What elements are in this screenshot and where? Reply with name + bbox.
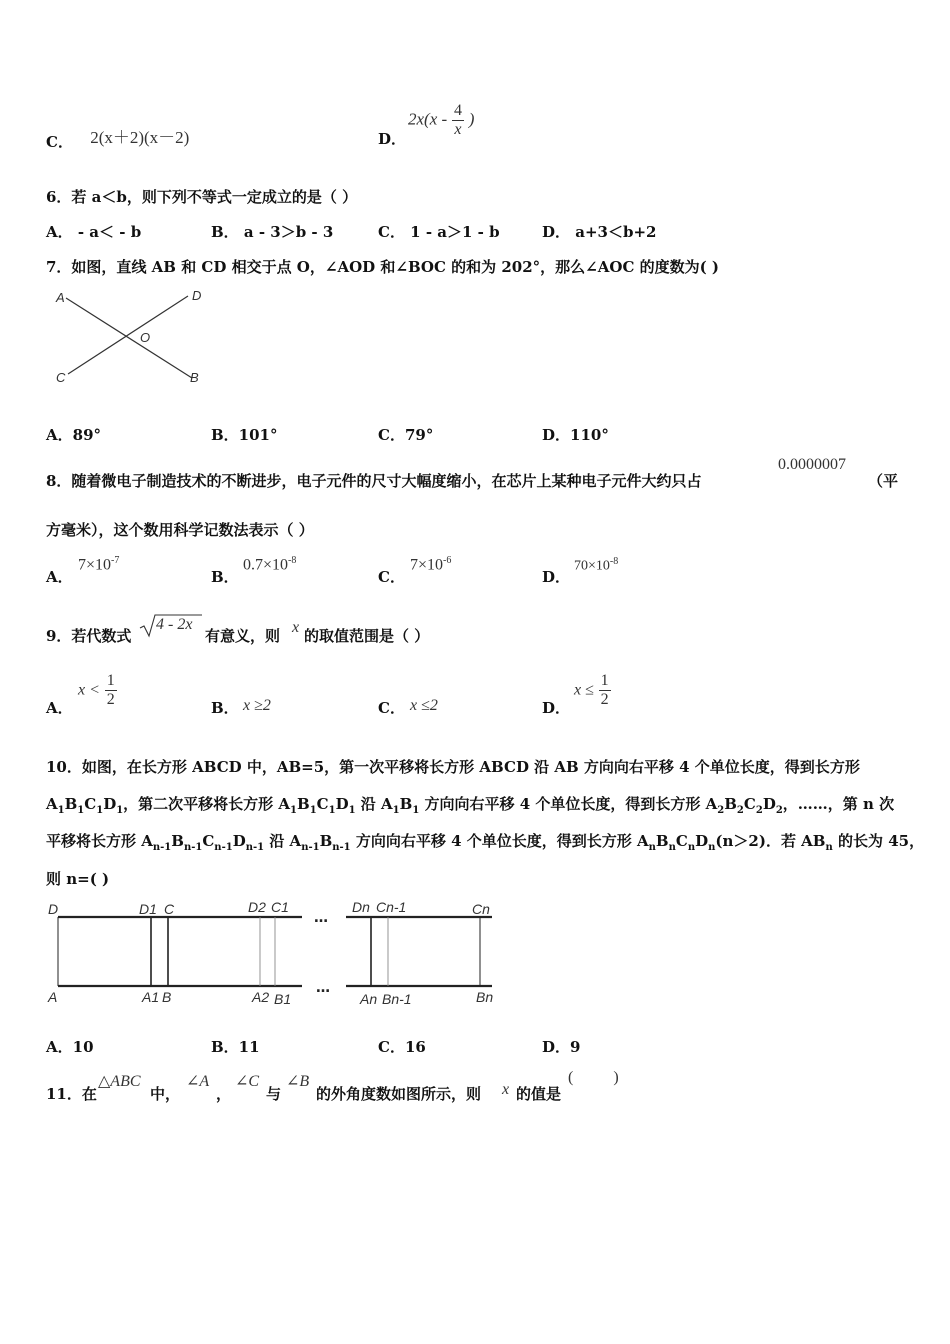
label-a2: A2 bbox=[252, 989, 270, 1005]
q7-intersecting-lines-figure bbox=[50, 286, 220, 391]
q5-option-d-expr bbox=[408, 102, 474, 139]
label-dn: Dn bbox=[352, 899, 370, 915]
q8-stem-part2: （平 bbox=[868, 472, 899, 490]
label-o: O bbox=[140, 330, 151, 345]
q7-option-c: C．79° bbox=[378, 426, 434, 444]
label-c: C bbox=[164, 901, 175, 917]
q9-option-c-expr: x ≤2 bbox=[410, 697, 438, 714]
q11-x: x bbox=[502, 1081, 510, 1098]
q5-option-d-label: D． bbox=[378, 130, 407, 148]
ellipsis-bottom: … bbox=[316, 980, 330, 996]
q9-radicand: 4 - 2x bbox=[156, 616, 193, 633]
q8-option-c-expr: $7\times 10^{-6}$ bbox=[410, 555, 452, 574]
q10-line3: 平移将长方形 $A_{n-1}B_{n-1}C_{n-1}D_{n-1}$ 沿 $A_{n-1}B_{n-1}$ 方向向右平移 4 个单位长度，得到长方形 $A_nB_nC_nD_n(n>2)$．若 $AB_n$ 的长为 45， bbox=[46, 832, 925, 853]
q10-option-c: C．16 bbox=[378, 1038, 426, 1056]
label-c1: C1 bbox=[271, 899, 289, 915]
q6-option-d: D． a+3＜b+2 bbox=[542, 223, 657, 241]
q8-stem-part1: 8．随着微电子制造技术的不断进步，电子元件的尺寸大幅度缩小，在芯片上某种电子元件大约只占 bbox=[46, 472, 702, 490]
q8-option-c-label: C． bbox=[378, 568, 405, 586]
label-d1: D1 bbox=[139, 901, 157, 917]
q8-option-d-expr: $70\times 10^{-8}$ bbox=[574, 556, 619, 574]
q5-option-c bbox=[46, 127, 189, 152]
label-c: C bbox=[56, 370, 66, 385]
q9-option-b-label: B． bbox=[211, 699, 239, 717]
q10-line2: $A_1B_1C_1D_1$，第二次平移将长方形 $A_1B_1C_1D_1$ 沿 $A_1B_1$ 方向向右平移 4 个单位长度，得到长方形 $A_2B_2C_2D_2$，……，第 n 次 bbox=[46, 795, 895, 816]
ellipsis-top: … bbox=[314, 910, 328, 926]
q6-option-c: C． 1 - a＞1 - b bbox=[378, 223, 500, 241]
q11-answer-paren: ( ) bbox=[568, 1069, 619, 1086]
q10-option-d: D．9 bbox=[542, 1038, 581, 1056]
q10-rectangles-figure bbox=[44, 898, 504, 1010]
q5-option-d-post: ) bbox=[468, 109, 475, 129]
q8-option-b-expr: $0.7\times 10^{-8}$ bbox=[243, 555, 297, 574]
label-a: A bbox=[56, 290, 65, 305]
line-cd bbox=[68, 296, 188, 374]
label-bn-1: Bn-1 bbox=[382, 991, 412, 1007]
q10-line1: 10．如图，在长方形 ABCD 中，AB=5，第一次平移将长方形 ABCD 沿 AB 方向向右平移 4 个单位长度，得到长方形 bbox=[46, 758, 860, 776]
label-d: D bbox=[48, 901, 59, 917]
label-d: D bbox=[192, 288, 202, 303]
q8-option-a-label: A． bbox=[46, 568, 73, 586]
line-ab bbox=[66, 298, 192, 378]
q9-option-b-expr: x ≥2 bbox=[243, 697, 271, 714]
q8-option-a-expr: $7\times 10^{-7}$ bbox=[78, 555, 120, 574]
q9-option-d-expr: x ≤ $\frac{1}{2}$ bbox=[574, 672, 609, 708]
q7-option-a: A．89° bbox=[46, 426, 102, 444]
q8-stem-part3: 方毫米），这个数用科学记数法表示（ ） bbox=[46, 521, 314, 539]
label-d2: D2 bbox=[248, 899, 266, 915]
label-b1: B1 bbox=[274, 991, 292, 1007]
label-a1: A1 bbox=[142, 989, 160, 1005]
q11-zhong: 中， bbox=[150, 1085, 181, 1103]
q11-angle-b: ∠B bbox=[286, 1073, 310, 1090]
q9-var: x bbox=[292, 619, 300, 636]
q11-stem-pre: 11．在 bbox=[46, 1085, 97, 1103]
q8-option-d-label: D． bbox=[542, 568, 571, 586]
q11-comma: ， bbox=[216, 1085, 232, 1103]
q9-option-a-label: A． bbox=[46, 699, 73, 717]
q11-yu: 与 bbox=[266, 1085, 282, 1103]
q11-stem-post: 的外角度数如图所示，则 bbox=[316, 1085, 482, 1103]
q10-line4: 则 n=( ) bbox=[46, 870, 110, 888]
label-cn-1: Cn-1 bbox=[376, 899, 407, 915]
q9-option-d-label: D． bbox=[542, 699, 571, 717]
q11-angle-a: ∠A bbox=[186, 1073, 210, 1090]
q5-option-c-expr: 2(x＋2)(x－2) bbox=[90, 128, 190, 147]
q9-stem-mid: 有意义，则 bbox=[205, 627, 281, 645]
q5-option-d-pre: 2x(x - bbox=[408, 109, 448, 129]
label-bn: Bn bbox=[476, 989, 494, 1005]
q9-stem-pre: 9．若代数式 bbox=[46, 627, 132, 645]
q6-option-b: B． a - 3＞b - 3 bbox=[211, 223, 334, 241]
q6-stem: 6．若 a＜b，则下列不等式一定成立的是（ ） bbox=[46, 188, 358, 206]
q7-option-b: B．101° bbox=[211, 426, 278, 444]
q8-value: 0.0000007 bbox=[778, 456, 846, 473]
q9-option-a-expr: x < $\frac{1}{2}$ bbox=[78, 672, 115, 708]
q8-option-b-label: B． bbox=[211, 568, 239, 586]
label-a: A bbox=[48, 989, 58, 1005]
q5-option-c-label: C． bbox=[46, 133, 73, 151]
q7-stem: 7．如图，直线 AB 和 CD 相交于点 O，∠AOD 和∠BOC 的和为 202°，那么∠AOC 的度数为( ) bbox=[46, 258, 720, 276]
label-b: B bbox=[162, 989, 172, 1005]
label-cn: Cn bbox=[472, 901, 490, 917]
q11-stem-end: 的值是 bbox=[516, 1085, 562, 1103]
q10-option-a: A．10 bbox=[46, 1038, 94, 1056]
label-b: B bbox=[190, 370, 199, 385]
q6-option-a: A． - a＜ - b bbox=[46, 223, 142, 241]
q7-option-d: D．110° bbox=[542, 426, 609, 444]
q9-stem-post: 的取值范围是（ ） bbox=[304, 627, 430, 645]
q9-option-c-label: C． bbox=[378, 699, 405, 717]
q10-option-b: B．11 bbox=[211, 1038, 260, 1056]
q11-triangle: △ABC bbox=[98, 1073, 141, 1090]
q5-option-d-fraction: $\frac{4}{x}$ bbox=[453, 102, 462, 138]
q11-angle-c: ∠C bbox=[235, 1073, 260, 1090]
label-an: An bbox=[360, 991, 378, 1007]
